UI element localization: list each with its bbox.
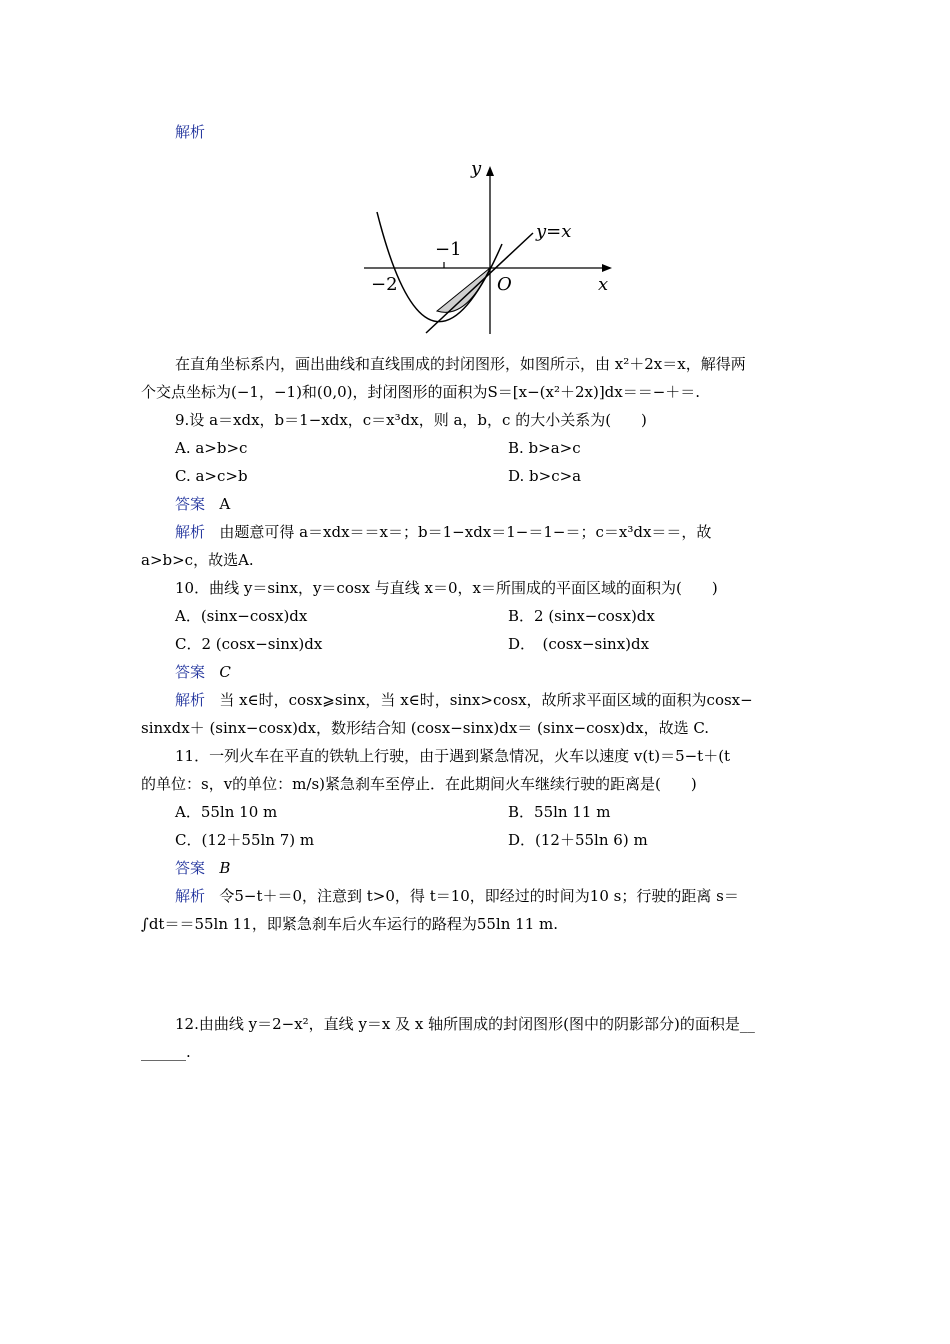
- q9-analysis-line2: a>b>c，故选A.: [141, 551, 254, 569]
- parabola-line-figure: [360, 150, 622, 340]
- analysis-heading: 解析: [175, 123, 206, 141]
- answer-label: 答案: [175, 859, 206, 877]
- x-axis-label: x: [598, 274, 609, 295]
- q10-option-b: B．2 (sinx−cosx)dx: [508, 607, 655, 625]
- q12-stem-line1: 12.由曲线 y＝2−x²，直线 y＝x 及 x 轴所围成的封闭图形(图中的阴影部分)的面积是__: [175, 1015, 755, 1033]
- answer-label: 答案: [175, 663, 206, 681]
- answer-value: B: [219, 859, 231, 877]
- q11-analysis-line1: [175, 886, 739, 906]
- q10-stem: 10．曲线 y＝sinx，y＝cosx 与直线 x＝0，x＝所围成的平面区域的面积为( ): [175, 579, 718, 597]
- label-neg1: −1: [435, 239, 462, 260]
- answer-value: A: [219, 495, 231, 513]
- label-neg2: −2: [371, 274, 398, 295]
- q10-option-a: A．(sinx−cosx)dx: [175, 607, 308, 625]
- origin-label: O: [497, 274, 512, 295]
- analysis-label: 解析: [175, 887, 206, 905]
- q11-stem-line2: 的单位：s，v的单位：m/s)紧急刹车至停止．在此期间火车继续行驶的距离是( ): [141, 775, 697, 793]
- para1-line1: 在直角坐标系内，画出曲线和直线围成的封闭图形，如图所示，由 x²＋2x＝x，解得两: [175, 355, 746, 373]
- analysis-text: 令5−t＋＝0，注意到 t>0，得 t＝10，即经过的时间为10 s；行驶的距离 s＝: [219, 887, 739, 905]
- q11-stem-line1: 11．一列火车在平直的铁轨上行驶，由于遇到紧急情况，火车以速度 v(t)＝5−t＋(t: [175, 747, 731, 765]
- q11-option-c: C．(12＋55ln 7) m: [175, 831, 315, 849]
- q11-option-d: D．(12＋55ln 6) m: [508, 831, 648, 849]
- para1-line2: 个交点坐标为(−1，−1)和(0,0)，封闭图形的面积为S＝[x−(x²＋2x)]dx＝＝−＋＝.: [141, 383, 701, 401]
- q11-analysis-line2: ∫dt＝＝55ln 11，即紧急刹车后火车运行的路程为55ln 11 m.: [141, 915, 559, 933]
- analysis-text: 当 x∈时，cosx⩾sinx，当 x∈时，sinx>cosx，故所求平面区域的面积为cosx−: [219, 691, 753, 709]
- x-axis-arrow-icon: [602, 264, 612, 272]
- line-label: y=x: [536, 221, 572, 242]
- y-axis-arrow-icon: [486, 166, 494, 176]
- q11-option-a: A．55ln 10 m: [175, 803, 278, 821]
- answer-value: C: [219, 663, 231, 681]
- q11-answer: [175, 858, 230, 878]
- q10-option-c: C．2 (cosx−sinx)dx: [175, 635, 323, 653]
- parabola-curve: [377, 212, 502, 322]
- q9-option-d: D. b>c>a: [508, 467, 582, 485]
- q9-stem: 9.设 a＝xdx，b＝1−xdx，c＝x³dx，则 a，b，c 的大小关系为( ): [175, 411, 647, 429]
- q10-option-d: D． (cosx−sinx)dx: [508, 635, 650, 653]
- q10-analysis-line2: sinxdx＋ (sinx−cosx)dx，数形结合知 (cosx−sinx)dx＝ (sinx−cosx)dx，故选 C.: [141, 719, 710, 737]
- q12-stem-line2: ______.: [141, 1043, 191, 1061]
- y-axis-label: y: [471, 158, 482, 179]
- q9-option-c: C. a>c>b: [175, 467, 248, 485]
- q9-analysis-line1: [175, 522, 711, 542]
- answer-label: 答案: [175, 495, 206, 513]
- analysis-text: 由题意可得 a＝xdx＝＝x＝；b＝1−xdx＝1−＝1−＝；c＝x³dx＝＝，故: [219, 523, 712, 541]
- analysis-label: 解析: [175, 523, 206, 541]
- shaded-region: [437, 268, 490, 312]
- q11-option-b: B．55ln 11 m: [508, 803, 611, 821]
- q9-answer: [175, 494, 230, 514]
- q10-analysis-line1: [175, 690, 753, 710]
- q9-option-b: B. b>a>c: [508, 439, 581, 457]
- q10-answer: [175, 662, 231, 682]
- q9-option-a: A. a>b>c: [175, 439, 248, 457]
- analysis-label: 解析: [175, 691, 206, 709]
